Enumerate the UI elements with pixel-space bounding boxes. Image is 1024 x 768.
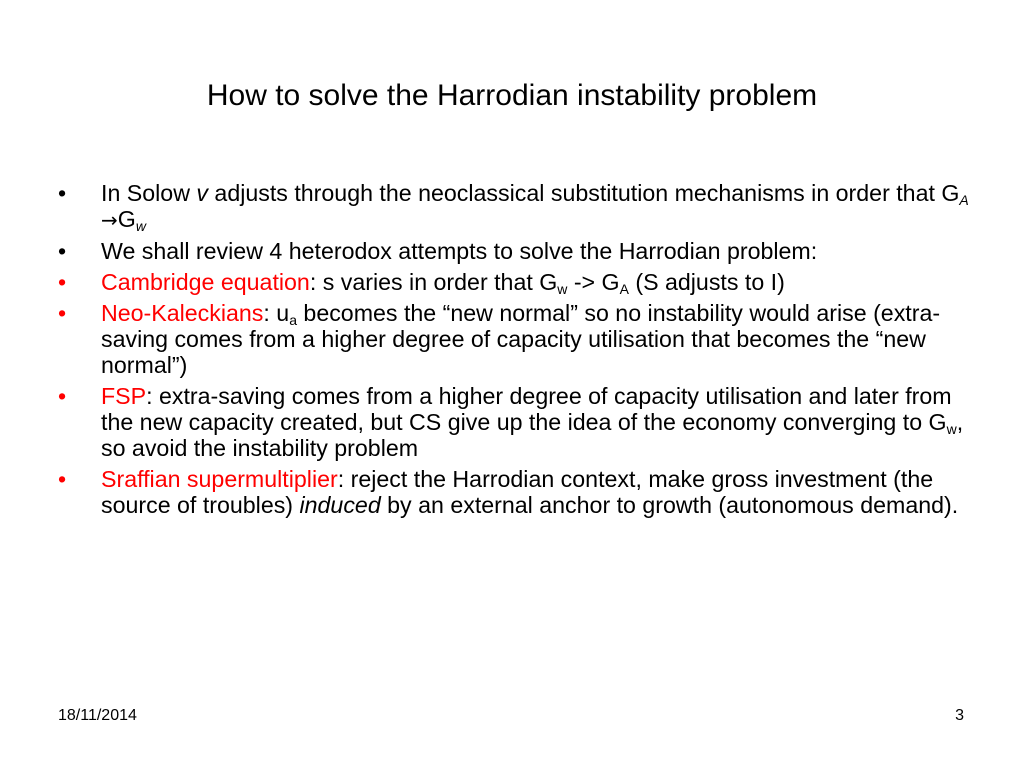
bullet-text: , so avoid the instability problem bbox=[101, 409, 964, 461]
bullet-text: : reject the Harrodian context, make gross investment (the source of troubles) bbox=[101, 466, 934, 518]
slide-title: How to solve the Harrodian instability problem bbox=[206, 79, 818, 112]
bullet-item-review bbox=[58, 238, 978, 264]
subscript-w: w bbox=[946, 421, 957, 437]
bullet-text: We shall review 4 heterodox attempts to solve the Harrodian problem: bbox=[101, 238, 818, 264]
bullet-text: : extra-saving comes from a higher degree of capacity utilisation and later from the new capacity created, but CS give up the idea of the economy converging to G bbox=[101, 383, 952, 435]
bullet-dot: • bbox=[58, 300, 67, 326]
subscript-a: A bbox=[619, 281, 629, 297]
bullet-item-solow bbox=[58, 180, 978, 233]
bullet-dot: • bbox=[58, 383, 67, 409]
subscript-w: w bbox=[557, 281, 568, 297]
bullet-dot: • bbox=[58, 238, 67, 264]
bullet-text: -> G bbox=[567, 269, 620, 295]
subscript-a: a bbox=[289, 312, 297, 328]
bullet-text: : s varies in order that G bbox=[309, 269, 558, 295]
bullet-text: becomes the “new normal” so no instability would arise (extra-saving comes from a higher degree of capacity utilisation that becomes the “new normal”) bbox=[101, 300, 941, 378]
bullet-item-fsp bbox=[58, 383, 978, 461]
bullet-text: (S adjusts to I) bbox=[628, 269, 785, 295]
bullet-text: by an external anchor to growth (autonomous demand). bbox=[380, 492, 959, 518]
page-number: 3 bbox=[955, 707, 964, 724]
bullet-item-neo-kaleckians bbox=[58, 300, 978, 378]
bullet-label: Sraffian supermultiplier bbox=[101, 466, 338, 492]
bullet-label: FSP bbox=[101, 383, 147, 409]
bullet-text: In Solow bbox=[101, 180, 197, 206]
bullet-text: G bbox=[117, 206, 136, 232]
bullet-dot: • bbox=[58, 466, 67, 492]
italic-text: induced bbox=[299, 492, 381, 518]
bullet-label: Cambridge equation bbox=[101, 269, 310, 295]
variable-v: v bbox=[196, 180, 208, 206]
bullet-dot: • bbox=[58, 180, 67, 206]
subscript-a: A bbox=[959, 192, 969, 208]
bullet-text: adjusts through the neoclassical substitution mechanisms in order that G bbox=[207, 180, 960, 206]
bullet-dot: • bbox=[58, 269, 67, 295]
bullet-text: : u bbox=[263, 300, 290, 326]
bullet-item-cambridge bbox=[58, 269, 978, 295]
bullet-list bbox=[58, 180, 978, 523]
footer-date: 18/11/2014 bbox=[58, 707, 137, 724]
bullet-label: Neo-Kaleckians bbox=[101, 300, 264, 326]
arrow-right-icon: → bbox=[101, 208, 118, 232]
bullet-item-sraffian bbox=[58, 466, 978, 518]
subscript-w: w bbox=[135, 218, 146, 234]
